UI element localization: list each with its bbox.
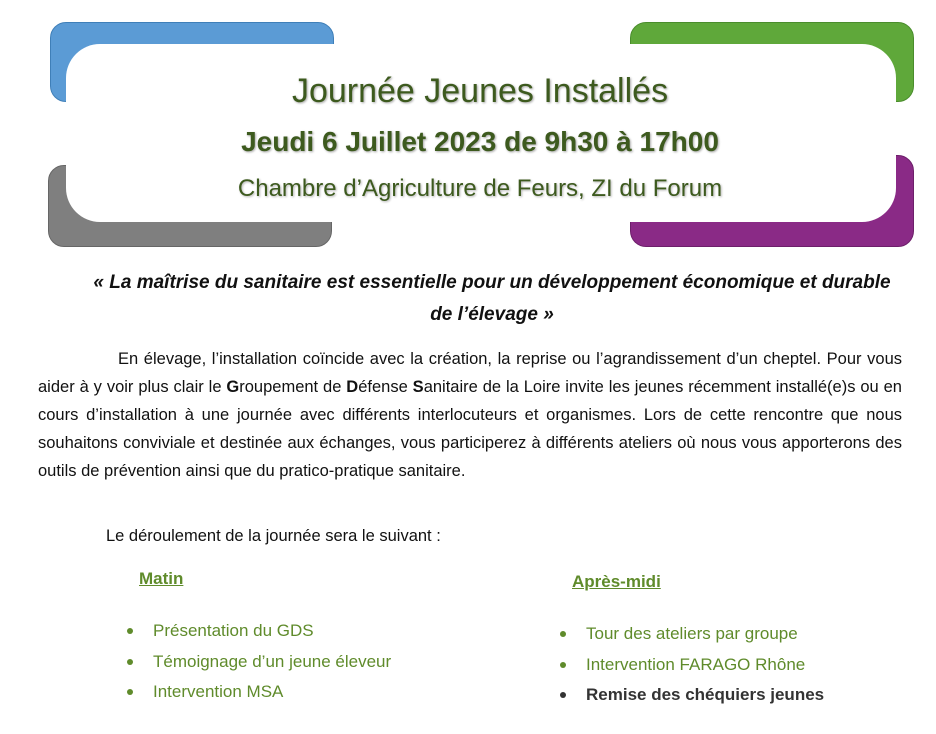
morning-list bbox=[127, 616, 391, 708]
bullet-icon bbox=[127, 659, 133, 665]
event-location: Chambre d’Agriculture de Feurs, ZI du Forum bbox=[237, 175, 723, 202]
list-item: Témoignage d’un jeune éleveur bbox=[127, 647, 391, 678]
schedule-intro: Le déroulement de la journée sera le suivant : bbox=[106, 527, 441, 545]
list-item: Présentation du GDS bbox=[127, 616, 391, 647]
afternoon-list bbox=[560, 619, 824, 711]
bullet-icon bbox=[560, 631, 566, 637]
bullet-icon bbox=[560, 692, 566, 698]
bullet-icon bbox=[127, 628, 133, 634]
list-item: Intervention MSA bbox=[127, 677, 391, 708]
morning-heading: Matin bbox=[139, 569, 184, 588]
quote: « La maîtrise du sanitaire est essentielle pour un développement économique et durable de l’élevage » bbox=[93, 272, 891, 325]
afternoon-heading: Après-midi bbox=[572, 572, 661, 591]
list-item: Intervention FARAGO Rhône bbox=[560, 650, 824, 681]
bullet-icon bbox=[127, 689, 133, 695]
description-paragraph: En élevage, l’installation coïncide avec la création, la reprise ou l’agrandissement d’un cheptel. Pour vous aider à y voir plus clair le Groupement de Défense Sanitaire de la Loire invite les jeunes récemment installé(e)s ou en cours d’installation à une journée avec différents interlocuteurs et organismes. Lors de cette rencontre que nous souhaitons conviviale et destinée aux échanges, vous participerez à différents ateliers où nous vous apporterons des outils de prévention ainsi que du pratico-pratique sanitaire. bbox=[38, 350, 902, 480]
list-item: Tour des ateliers par groupe bbox=[560, 619, 824, 650]
event-date: Jeudi 6 Juillet 2023 de 9h30 à 17h00 bbox=[241, 126, 719, 157]
event-title: Journée Jeunes Installés bbox=[291, 72, 669, 110]
list-item: Remise des chéquiers jeunes bbox=[560, 680, 824, 711]
bullet-icon bbox=[560, 662, 566, 668]
